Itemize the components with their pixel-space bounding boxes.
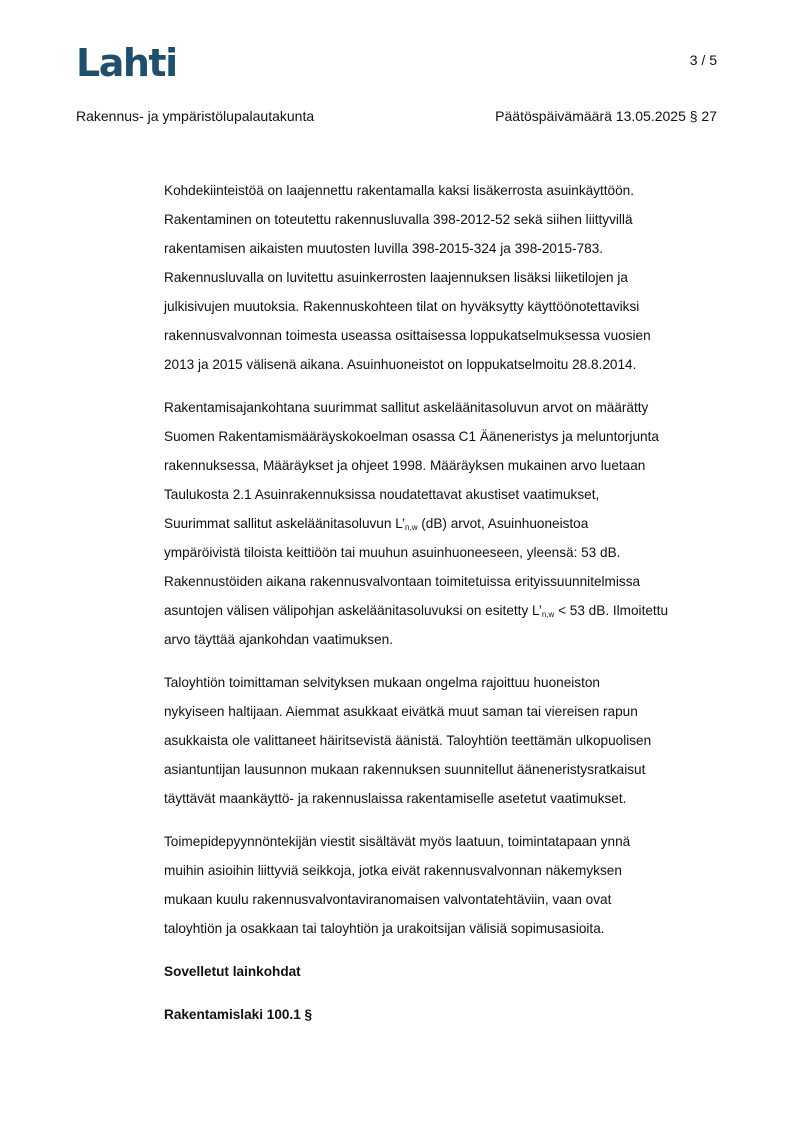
text-line: rakentamisen aikaisten muutosten luvilla 398-2015-324 ja 398-2015-783. bbox=[164, 241, 604, 256]
text-line bbox=[164, 596, 720, 625]
text-line: Taloyhtiön toimittaman selvityksen mukaan ongelma rajoittuu huoneiston bbox=[164, 675, 600, 690]
paragraph-3 bbox=[164, 668, 720, 813]
text-line: Taulukosta 2.1 Asuinrakennuksissa noudatettavat akustiset vaatimukset, bbox=[164, 487, 600, 502]
text-line: taloyhtiön ja osakkaan tai taloyhtiön ja urakoitsijan välisiä sopimusasioita. bbox=[164, 921, 605, 936]
subscript: n,w bbox=[541, 610, 555, 619]
text-line: 2013 ja 2015 välisenä aikana. Asuinhuoneistot on loppukatselmoitu 28.8.2014. bbox=[164, 357, 637, 372]
text-line: täyttävät maankäyttö- ja rakennuslaissa rakentamiselle asetetut vaatimukset. bbox=[164, 791, 627, 806]
text-line: Rakentaminen on toteutettu rakennusluvalla 398-2012-52 sekä siihen liittyvillä bbox=[164, 212, 633, 227]
law-section-heading: Rakentamislaki 100.1 § bbox=[164, 1007, 313, 1022]
text-line: Rakennusluvalla on luvitettu asuinkerrosten laajennuksen lisäksi liiketilojen ja bbox=[164, 270, 628, 285]
paragraph-4 bbox=[164, 827, 720, 943]
document-body bbox=[164, 176, 720, 1043]
text-line: ympäröivistä tiloista keittiöön tai muuhun asuinhuoneeseen, yleensä: 53 dB. bbox=[164, 545, 621, 560]
text-line: muihin asioihin liittyviä seikkoja, jotka eivät rakennusvalvonnan näkemyksen bbox=[164, 863, 622, 878]
decision-date: Päätöspäivämäärä 13.05.2025 § 27 bbox=[495, 108, 717, 124]
text-line: julkisivujen muutoksia. Rakennuskohteen tilat on hyväksytty käyttöönotettaviksi bbox=[164, 299, 640, 314]
text-line: asukkaista ole valittaneet häiritsevistä äänistä. Taloyhtiön teettämän ulkopuolisen bbox=[164, 733, 652, 748]
paragraph-2 bbox=[164, 393, 720, 654]
lahti-logo: Lahti bbox=[76, 41, 177, 85]
text-line: arvo täyttää ajankohdan vaatimuksen. bbox=[164, 632, 393, 647]
paragraph-1 bbox=[164, 176, 720, 379]
text-line: Kohdekiinteistöä on laajennettu rakentamalla kaksi lisäkerrosta asuinkäyttöön. bbox=[164, 183, 635, 198]
text-line: mukaan kuulu rakennusvalvontaviranomaisen valvontatehtäviin, vaan ovat bbox=[164, 892, 612, 907]
text-fragment: < 53 dB. Ilmoitettu bbox=[554, 603, 669, 618]
text-fragment: Suurimmat sallitut askeläänitasoluvun L’ bbox=[164, 516, 406, 531]
text-line: Toimepidepyynnöntekijän viestit sisältävät myös laatuun, toimintatapaan ynnä bbox=[164, 834, 631, 849]
text-line: rakennuksessa, Määräykset ja ohjeet 1998. Määräyksen mukainen arvo luetaan bbox=[164, 458, 646, 473]
text-line: Suomen Rakentamismääräyskokoelman osassa C1 Ääneneristys ja meluntorjunta bbox=[164, 429, 659, 444]
text-line: Rakennustöiden aikana rakennusvalvontaan toimitetuissa erityissuunnitelmissa bbox=[164, 574, 641, 589]
text-line: rakennusvalvonnan toimesta useassa osittaisessa loppukatselmuksessa vuosien bbox=[164, 328, 651, 343]
text-line: nykyiseen haltijaan. Aiemmat asukkaat eivätkä muut saman tai viereisen rapun bbox=[164, 704, 638, 719]
text-fragment: asuntojen välisen välipohjan askeläänitasoluvuksi on esitetty L’ bbox=[164, 603, 542, 618]
text-line: Rakentamisajankohtana suurimmat sallitut askeläänitasoluvun arvot on määrätty bbox=[164, 400, 649, 415]
committee-name: Rakennus- ja ympäristölupalautakunta bbox=[76, 108, 315, 124]
text-line bbox=[164, 509, 720, 538]
page-number: 3 / 5 bbox=[689, 52, 717, 68]
applied-provisions-heading: Sovelletut lainkohdat bbox=[164, 964, 301, 979]
subscript: n,w bbox=[405, 523, 418, 532]
text-fragment: (dB) arvot, Asuinhuoneistoa bbox=[417, 516, 589, 531]
text-line: asiantuntijan lausunnon mukaan rakennuksen suunnitellut ääneneristysratkaisut bbox=[164, 762, 646, 777]
